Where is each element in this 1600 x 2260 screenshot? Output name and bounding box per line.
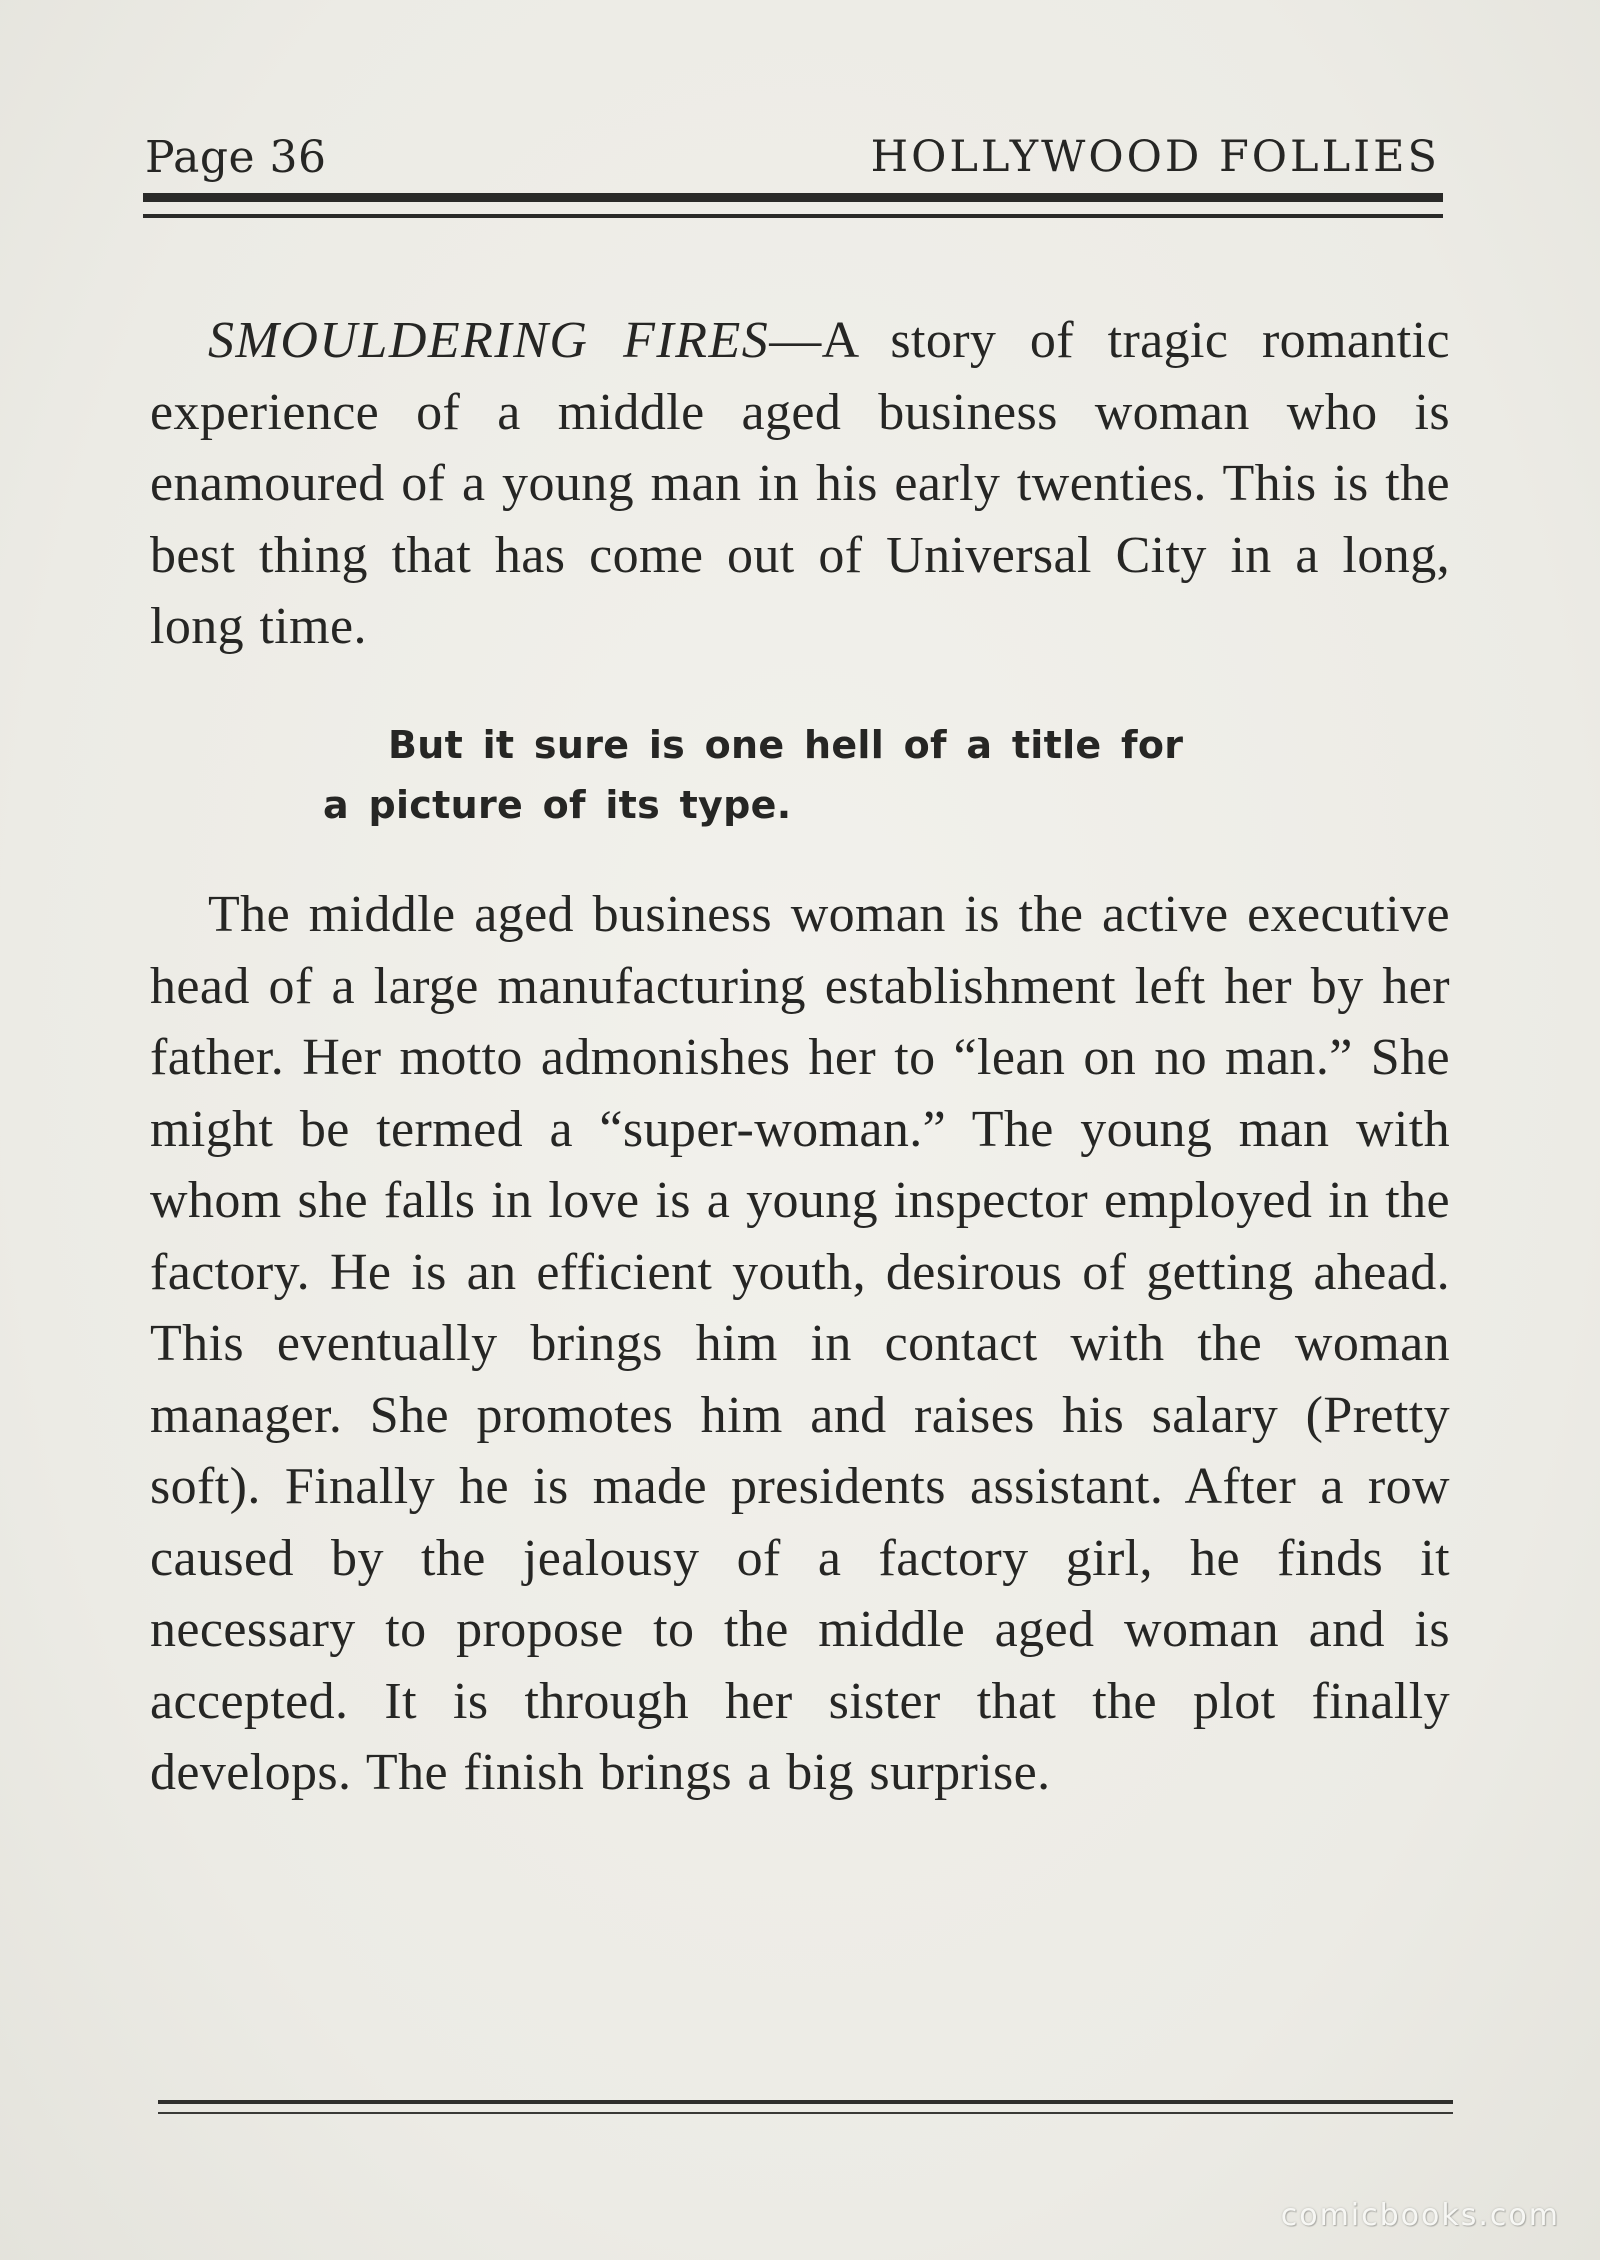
page-header — [145, 132, 1440, 182]
aside-line-2: a picture of its type. — [323, 783, 792, 827]
page-number: Page 36 — [145, 132, 327, 183]
review-paragraph-intro — [150, 305, 1450, 663]
publication-title: HOLLYWOOD FOLLIES — [870, 132, 1440, 182]
film-title: SMOULDERING FIRES — [208, 312, 770, 369]
watermark: comicbooks.com — [1280, 2198, 1560, 2233]
editorial-aside — [323, 715, 1273, 835]
aside-line-1: But it sure is one hell of a title for — [388, 723, 1184, 767]
footer-rule-top — [158, 2100, 1453, 2104]
intro-text: —A story of tragic romantic experience of a middle aged business woman who is enamoured of a young man in his early twenties. This is the best thing that has come out of Universal City in a long, long time. — [150, 312, 1450, 655]
header-rule-thin — [143, 214, 1443, 218]
review-paragraph-plot: The middle aged business woman is the active executive head of a large manufacturing establishment left her by her father. Her motto admonishes her to “lean on no man.” She might be termed a “super-woman.” The young man with whom she falls in love is a young inspector employed in the factory. He is an efficient youth, desirous of getting ahead. This eventually brings him in contact with the woman manager. She promotes him and raises his salary (Pretty soft). Finally he is made presidents assistant. After a row caused by the jealousy of a factory girl, he finds it necessary to propose to the middle aged woman and is accepted. It is through her sister that the plot finally develops. The finish brings a big surprise. — [150, 886, 1450, 1801]
footer-rule-bottom — [158, 2112, 1453, 2114]
header-rule-thick — [143, 193, 1443, 202]
